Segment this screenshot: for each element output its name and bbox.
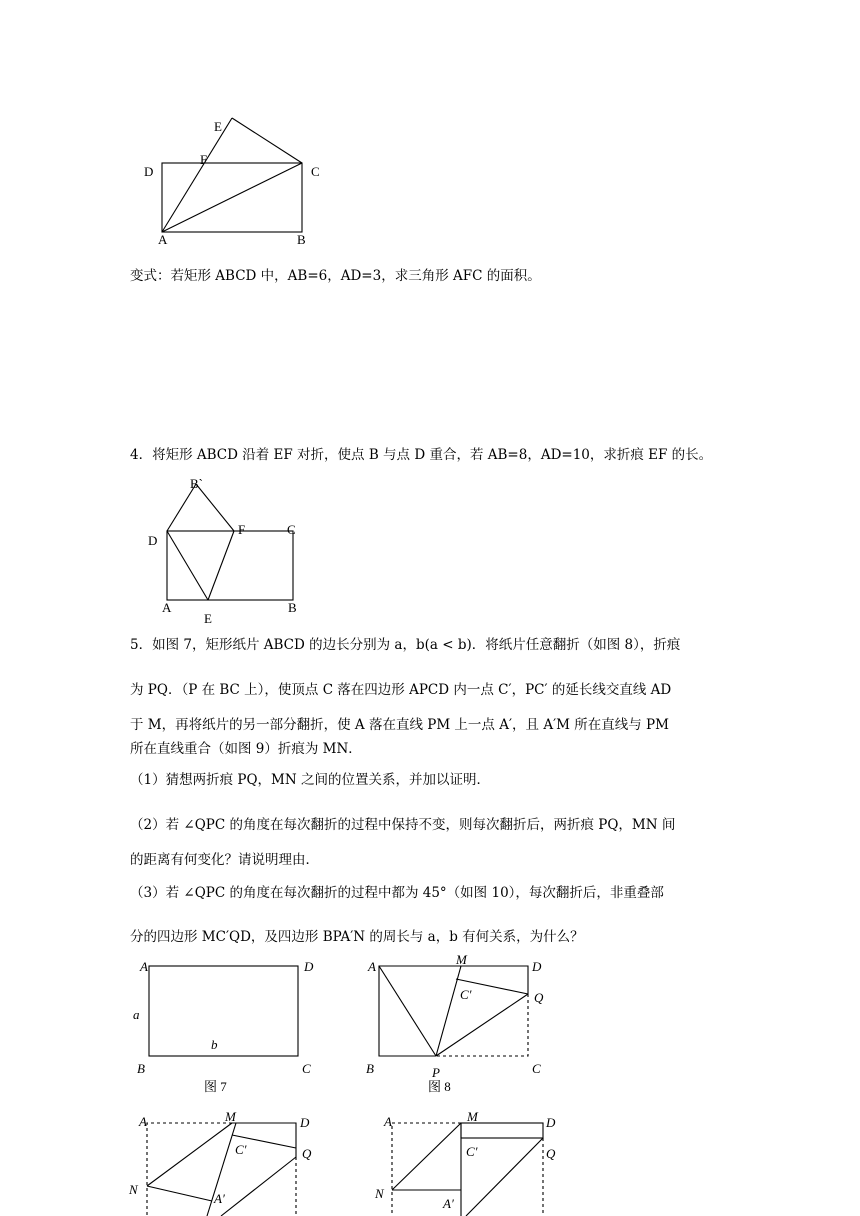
label-q: Q [302, 1146, 312, 1161]
problem-5-line-2: 为 PQ．（P 在 BC 上），使顶点 C 落在四边形 APCD 内一点 C′，PC′ 的延长线交直线 AD [130, 682, 672, 698]
problem-5-line-1: 5．如图 7，矩形纸片 ABCD 的边长分别为 a，b(a < b)．将纸片任意翻折（如图 8），折痕 [130, 637, 681, 653]
label-n: N [129, 1182, 138, 1197]
outline-visible [379, 966, 528, 1056]
label-a-prime: A′ [443, 1196, 454, 1211]
label-m: M [467, 1109, 478, 1124]
label-a: A [162, 600, 172, 615]
label-c-prime: C′ [235, 1142, 247, 1157]
fold-mn [392, 1123, 461, 1190]
problem-5-question-3-line-2: 分的四边形 MC′QD，及四边形 BPA′N 的周长与 a，b 有何关系，为什么？ [130, 929, 584, 945]
label-c: C [311, 164, 320, 179]
label-side-b: b [211, 1037, 218, 1052]
figure-rectangle-fold-1 [130, 110, 350, 255]
label-a: A [384, 1114, 392, 1129]
caption-fig-8: 图 8 [428, 1079, 451, 1094]
fold-pq [221, 1157, 296, 1216]
label-c: C [302, 1061, 311, 1076]
figure-10 [370, 1108, 570, 1216]
label-f: F [238, 522, 246, 537]
problem-5-question-1: （1）猜想两折痕 PQ，MN 之间的位置关系，并加以证明． [130, 772, 490, 788]
problem-5-question-2-line-1: （2）若 ∠QPC 的角度在每次翻折的过程中保持不变，则每次翻折后，两折痕 PQ，MN 间 [130, 817, 676, 833]
segment-d-e [167, 531, 208, 600]
problem-4-text: 4．将矩形 ABCD 沿着 EF 对折，使点 B 与点 D 重合，若 AB=8，AD=10，求折痕 EF 的长。 [130, 447, 713, 463]
figure-9 [125, 1108, 325, 1216]
label-c: C [532, 1061, 541, 1076]
label-d: D [148, 533, 158, 548]
segment-ec [232, 118, 302, 163]
segment-a-p [379, 966, 436, 1056]
label-a: A [368, 959, 376, 974]
quad-mc-prime-qd [461, 1123, 543, 1138]
label-d: D [304, 959, 314, 974]
fold-pq [466, 1138, 543, 1216]
label-n: N [375, 1186, 384, 1201]
segment-n-a-prime [147, 1186, 212, 1201]
label-c: C [287, 522, 296, 537]
label-bprime: B` [190, 476, 203, 491]
label-a: A [140, 959, 148, 974]
figure-7 [130, 955, 330, 1095]
label-d: D [144, 164, 154, 179]
rectangle-abcd [149, 966, 298, 1056]
label-d: D [300, 1115, 310, 1130]
label-b: B [137, 1061, 145, 1076]
figure-problem-4 [130, 472, 330, 632]
label-p: P [432, 1065, 440, 1080]
label-e: E [214, 119, 222, 134]
label-c-prime: C′ [466, 1144, 478, 1159]
variant-text: 变式：若矩形 ABCD 中，AB=6，AD=3，求三角形 AFC 的面积。 [130, 268, 541, 284]
label-a: A [158, 232, 168, 247]
fold-pq [436, 994, 528, 1056]
label-side-a: a [133, 1007, 140, 1022]
label-a-prime: A′ [214, 1191, 225, 1206]
label-q: Q [546, 1146, 556, 1161]
label-f: F [200, 152, 208, 167]
label-b: B [366, 1061, 374, 1076]
segment-bprime-f [196, 484, 234, 531]
label-a: A [139, 1114, 147, 1129]
caption-fig-7: 图 7 [204, 1079, 227, 1094]
problem-5-line-3: 于 M，再将纸片的另一部分翻折，使 A 落在直线 PM 上一点 A′，且 A′M 所在直线与 PM [130, 717, 669, 733]
problem-5-question-2-line-2: 的距离有何变化？请说明理由． [130, 852, 319, 868]
label-m: M [225, 1109, 236, 1124]
fold-ef [208, 531, 234, 600]
label-b: B [288, 600, 297, 615]
label-q: Q [534, 990, 544, 1005]
label-d: D [532, 959, 542, 974]
problem-5-line-4: 所在直线重合（如图 9）折痕为 MN． [130, 741, 362, 757]
segment-d-bprime [167, 484, 196, 531]
label-c-prime: C′ [460, 987, 472, 1002]
label-b: B [297, 232, 306, 247]
figure-8 [360, 955, 560, 1095]
label-m: M [456, 955, 467, 967]
label-e: E [204, 611, 212, 626]
label-d: D [546, 1115, 556, 1130]
problem-5-question-3-line-1: （3）若 ∠QPC 的角度在每次翻折的过程中都为 45°（如图 10），每次翻折后，非重叠部 [130, 885, 664, 901]
